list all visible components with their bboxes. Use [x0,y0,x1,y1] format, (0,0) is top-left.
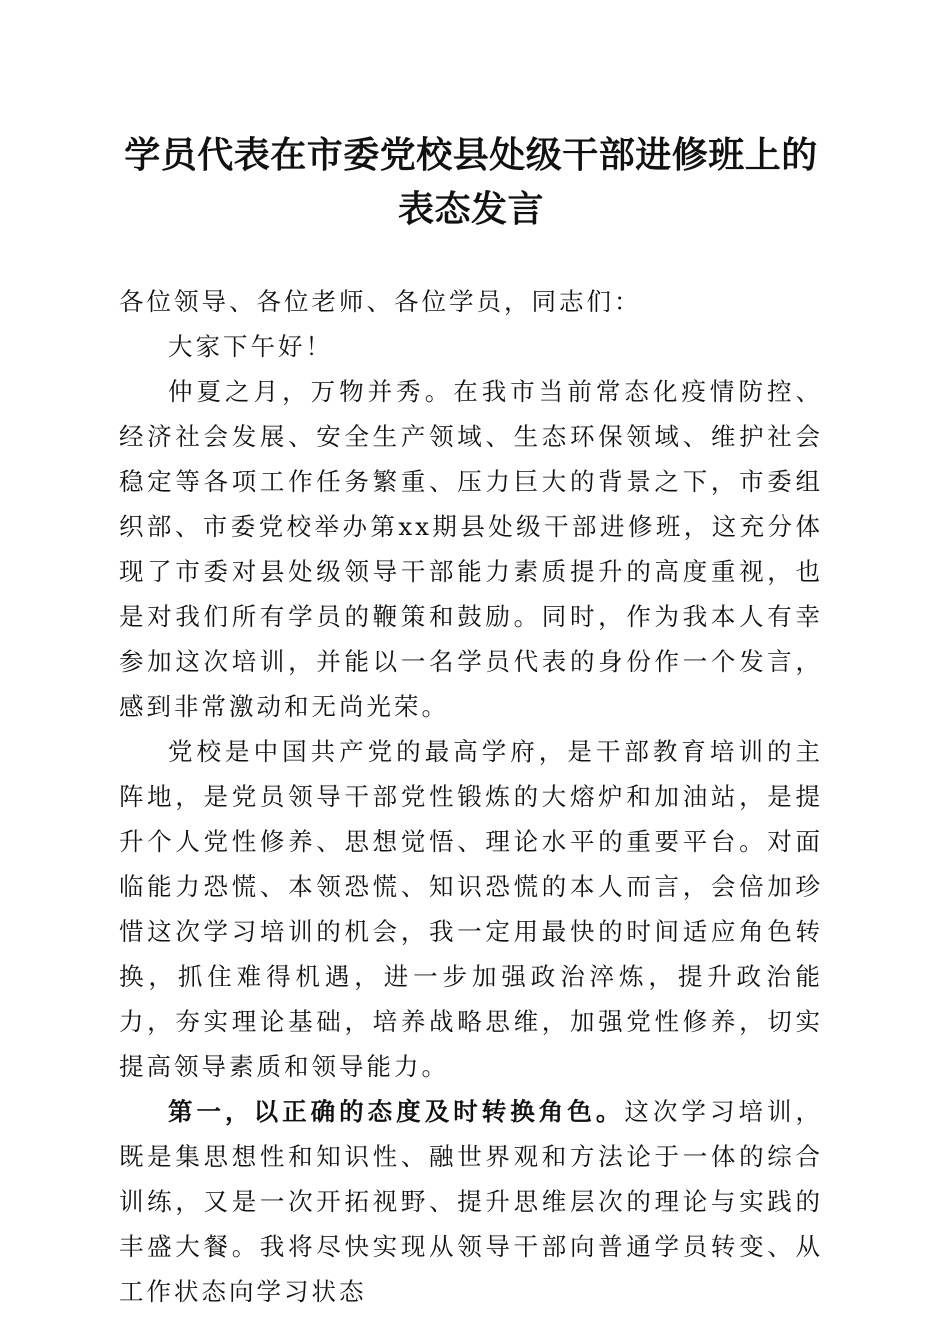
point-one-text: 这次学习培训，既是集思想性和知识性、融世界观和方法论于一体的综合训练，又是一次开拓视野、提升思维层次的理论与实践的丰盛大餐。我将尽快实现从领导干部向普通学员转变、从工作状态向学习状态 [119,1097,824,1306]
document-body [119,279,823,1314]
paragraph-3 [119,1089,823,1314]
greeting: 大家下午好！ [168,332,333,361]
salutation: 各位领导、各位老师、各位学员，同志们： [119,287,642,316]
paragraph-2: 党校是中国共产党的最高学府，是干部教育培训的主阵地，是党员领导干部党性锻炼的大熔炉和加油站，是提升个人党性修养、思想觉悟、理论水平的重要平台。对面临能力恐慌、本领恐慌、知识恐慌的本人而言，会倍加珍惜这次学习培训的机会，我一定用最快的时间适应角色转换，抓住难得机遇，进一步加强政治淬炼，提升政治能力，夯实理论基础，培养战略思维，加强党性修养，切实提高领导素质和领导能力。 [119,737,823,1081]
document-title: 学员代表在市委党校县处级干部进修班上的表态发言 [124,134,818,230]
paragraph-1: 仲夏之月，万物并秀。在我市当前常态化疫情防控、经济社会发展、安全生产领域、生态环保领域、维护社会稳定等各项工作任务繁重、压力巨大的背景之下，市委组织部、市委党校举办第xx期县处级干部进修班，这充分体现了市委对县处级领导干部能力素质提升的高度重视，也是对我们所有学员的鞭策和鼓励。同时，作为我本人有幸参加这次培训，并能以一名学员代表的身份作一个发言，感到非常激动和无尚光荣。 [119,377,823,721]
point-one-heading: 第一，以正确的态度及时转换角色。 [168,1097,625,1126]
